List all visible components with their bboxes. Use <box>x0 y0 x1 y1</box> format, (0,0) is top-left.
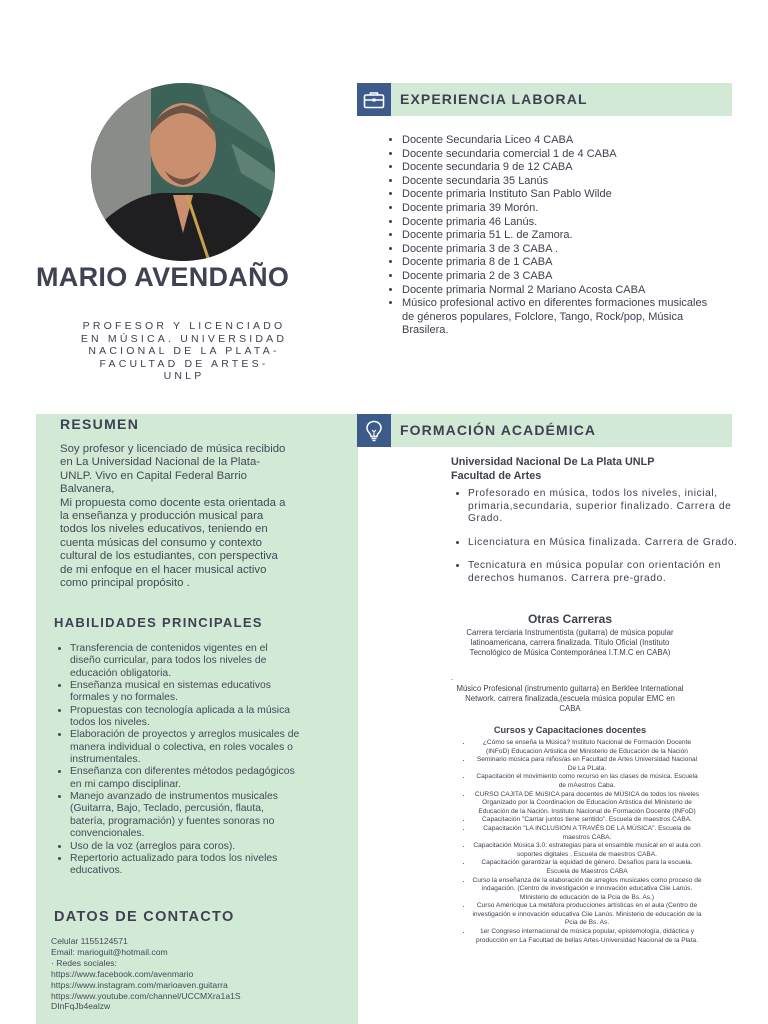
resumen-paragraph: Soy profesor y licenciado de música recibido en La Universidad Nacional de la Plata-UNLP. Vivo en Capital Federal Barrio Balvanera, <box>60 443 286 496</box>
person-name: MARIO AVENDAÑO <box>36 262 290 292</box>
phone-text: Celular 1155124571 <box>51 936 128 946</box>
list-item: • Docente primaria 46 Lanús. <box>402 216 722 230</box>
contacto-heading: DATOS DE CONTACTO <box>54 909 235 925</box>
list-item: • CURSO CAJITA DE MúSICA para docentes de MÚSICA de todos los niveles Organizado por la Coordinacion de Educacion Artistica del Ministerio de Educación de la Nación. Instituto Nacional de Formación Docente (INFoD) <box>472 791 702 817</box>
resumen-paragraph: Mi propuesta como docente esta orientada a la enseñanza y producción musical para todos los niveles educativos, teniendo en cuenta músicas del consumo y contexto cultural de los estudiantes, con perspectiva de mi enfoque en el hacer musical activo como principal propósito . <box>60 496 286 590</box>
youtube-link[interactable] <box>51 991 281 1013</box>
person-portrait-image <box>91 83 275 261</box>
formacion-heading: FORMACIÓN ACADÉMICA <box>400 422 597 438</box>
degree-list <box>452 488 758 597</box>
formacion-header <box>357 414 732 447</box>
person-title: PROFESOR Y LICENCIADO EN MÚSICA. UNIVERSIDAD NACIONAL DE LA PLATA- FACULTAD DE ARTES-UNLP <box>80 320 288 383</box>
cursos-heading: Cursos y Capacitaciones docentes <box>493 725 647 735</box>
list-item: • Docente primaria Instituto San Pablo Wilde <box>402 188 722 202</box>
list-item: • Docente primaria 8 de 1 CABA <box>402 256 722 270</box>
list-item: • Capacitación "LA INCLUSION A TRAVÉS DE LA MÚSICA". Escuela de maestros CABA. <box>472 825 702 842</box>
list-item: • Seminario música para niños/as en Facultad de Artes Universidad Nacional De La PLata. <box>472 756 702 773</box>
list-item: • Manejo avanzado de instrumentos musicales (Guitarra, Bajo, Teclado, percusión, flauta, batería, programación) y fuentes sonoras no convencionales. <box>70 791 300 840</box>
social-label: · Redes sociales: <box>51 957 117 968</box>
experiencia-heading: EXPERIENCIA LABORAL <box>400 91 588 107</box>
list-item: • Curso la enseñanza de la elaboración de arreglos musicales como proceso de indagación. (Centro de investigación e innovación educativa Ciie Lanús. MInisterio de educación de la Pcia de Bs. As.) <box>472 877 702 903</box>
list-item: • Capacitación Música 3.0: estrategias para el ensamble musical en el aula con soportes digitales . Escuela de maestros CABA. <box>472 842 702 859</box>
university-name: Universidad Nacional De La Plata UNLP Facultad de Artes <box>451 456 655 482</box>
experience-list <box>388 134 722 338</box>
otras-carreras-text: Músico Profesional (instrumento guitarra) en Berklee International Network. carrera finalizada,(escuela música popular EMC en CABA <box>456 684 684 713</box>
list-item: • Docente primaria Normal 2 Mariano Acosta CABA <box>402 284 722 298</box>
list-item: • Curso Américque La metáfora producciones artísticas en el aula (Centro de investigación e innovación educativa Ciie Lanús. Ministerio de educación de la Pcia de Bs. As. <box>472 902 702 928</box>
list-item: • Docente secundaria 9 de 12 CABA <box>402 161 722 175</box>
list-item: • Músico profesional activo en diferentes formaciones musicales de géneros populares, Folclore, Tango, Rock/pop, Música Brasilera. <box>402 297 722 338</box>
list-item: • Docente primaria 39 Morón. <box>402 202 722 216</box>
list-item: • Docente primaria 3 de 3 CABA . <box>402 243 722 257</box>
otras-carreras-text: Carrera terciaria Instrumentista (guitarra) de música popular latinoamericana, carrera finalizada. Título Oficial (Instituto Tecnológico de Música Contemporánea I.T.M.C en CABA) <box>466 628 674 657</box>
otras-carreras-heading: Otras Carreras <box>527 612 613 626</box>
list-item: • Docente primaria 2 de 3 CABA <box>402 270 722 284</box>
list-item: • Docente primaria 51 L. de Zamora. <box>402 229 722 243</box>
briefcase-icon <box>357 83 391 116</box>
youtube-link-line: https://www.youtube.com/channel/UCCMXra1a1S <box>51 990 241 1001</box>
email-text: Email: marioguit@hotmail.com <box>51 946 168 957</box>
list-item: • Propuestas con tecnología aplicada a la música todos los niveles. <box>70 705 300 730</box>
list-item: • Docente secundaria comercial 1 de 4 CABA <box>402 148 722 162</box>
experiencia-header <box>357 83 732 116</box>
list-item: • Capacitación "Cantar juntos tiene sentido". Escuela de maestros CABA. <box>472 816 702 825</box>
resumen-text <box>60 443 290 590</box>
list-item: • Transferencia de contenidos vigentes en el diseño curricular, para todos los niveles de educación obligatoria. <box>70 643 300 680</box>
list-item: • Uso de la voz (arreglos para coros). <box>70 841 300 853</box>
list-item: • Profesorado en música, todos los niveles, inicial, primaria,secundaria, superior finalizado. Carrera de Grado. <box>468 488 758 526</box>
list-item: • Docente secundaria 35 Lanús <box>402 175 722 189</box>
list-item: • 1er Congreso internacional de música popular, epistemología, didáctica y producción en La Facultad de bellas Artes-Universidad Nacional de la Plata. <box>472 928 702 945</box>
skills-list <box>52 643 300 878</box>
list-item: • Capacitación el movimiento como recurso en las clases de música. Escuela de mAestros Caba. <box>472 773 702 790</box>
lightbulb-icon <box>357 414 391 447</box>
habilidades-heading: HABILIDADES PRINCIPALES <box>54 615 263 630</box>
courses-list <box>460 739 702 945</box>
contact-details <box>51 936 281 1012</box>
list-item: • Repertorio actualizado para todos los niveles educativos. <box>70 853 300 878</box>
resumen-heading: RESUMEN <box>60 416 140 432</box>
profile-photo <box>91 83 275 261</box>
separator-dot: . <box>451 673 454 682</box>
instagram-link[interactable]: https://www.instagram.com/marioaven.guitarra <box>51 979 228 990</box>
list-item: • Capacitación garantizar la equidad de género. Desafíos para la escuela. Escuela de Maestros CABA <box>472 859 702 876</box>
list-item: • Docente Secundaria Liceo 4 CABA <box>402 134 722 148</box>
list-item: • Enseñanza musical en sistemas educativos formales y no formales. <box>70 680 300 705</box>
list-item: • Tecnicatura en música popular con orientación en derechos humanos. Carrera pre-grado. <box>468 560 758 585</box>
facebook-link[interactable]: https://www.facebook.com/avenmario <box>51 968 194 979</box>
list-item: • ¿Cómo se enseña la Música? Instituto Nacional de Formación Docente (INFoD) Educacion Artistica del Ministerio de Educación de la Nación <box>472 739 702 756</box>
youtube-link-line: DInFqJb4ealzw <box>51 1001 111 1012</box>
list-item: • Licenciatura en Música finalizada. Carrera de Grado. <box>468 537 758 550</box>
list-item: • Enseñanza con diferentes métodos pedagógicos en mi campo disciplinar. <box>70 766 300 791</box>
list-item: • Elaboración de proyectos y arreglos musicales de manera individual o colectiva, en roles vocales o instrumentales. <box>70 729 300 766</box>
